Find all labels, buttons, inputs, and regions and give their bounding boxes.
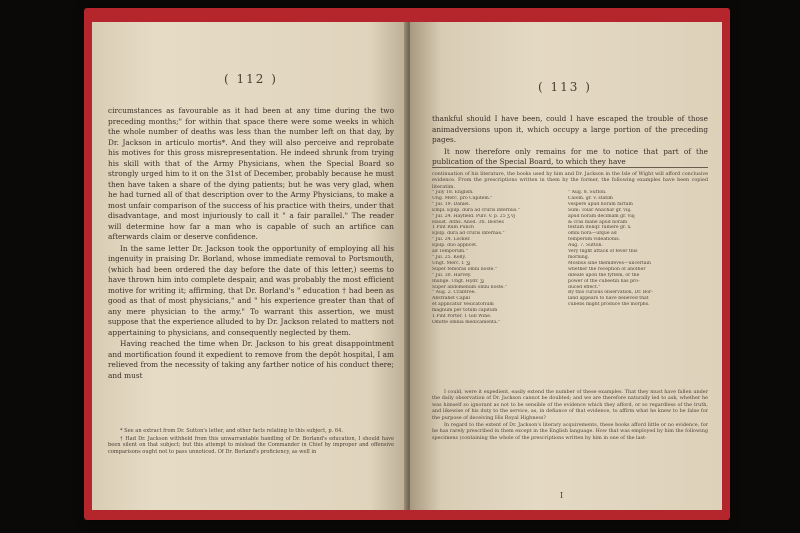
prescription-line: whether the reception of another — [568, 266, 646, 272]
prescription-line: Mosbus sine themifeves—uncertain — [568, 260, 651, 266]
signature-mark: I — [560, 491, 564, 500]
prescription-line: " Jul. 25. Kelly. — [432, 254, 466, 260]
prescription-column-left — [432, 190, 566, 326]
prescription-line: " July 18. English. — [432, 190, 474, 195]
paragraph: continuation of his literature, the books used by him and Dr. Jackson in the Isle of Wight will afford conclusive evidence. From the prescriptions written in them by the former, the following examples have been copied literatim. — [432, 171, 708, 190]
prescription-line: Sum: Tolar Anachar gr. viij. — [568, 207, 632, 213]
prescription-line: Super abdomenum omni noste." — [432, 284, 507, 290]
prescription-line: land appears to have believed that — [568, 296, 649, 302]
prescription-line: Epilp. duo applicet. — [432, 243, 478, 249]
prescription-line: ad Temporum." — [432, 249, 468, 255]
page-text — [108, 106, 394, 382]
prescription-line: difeafe upon the fyftem, or the — [568, 272, 640, 278]
prescription-column-right — [568, 190, 702, 308]
footnote-rule — [432, 167, 708, 168]
prescription-line: apud horam decimam gr. viij — [568, 213, 635, 219]
prescription-line: omni hora—ufque ad — [568, 231, 617, 237]
prescription-line: duced effect." — [568, 284, 601, 290]
paragraph: In the same letter Dr. Jackson took the opportunity of employing all his ingenuity in praising Dr. Borland, whose immediate removal to Portsmouth, (which had been ordered the day before the date of this letter,) seems to have thrown him into complete despair, and was probably the most efficient motive for writing it; affirming, that Dr. Borland's " education † had been as good as that of most physicians," and " his experience greater than that of any mere physician to the army." To warrant this assertion, we must suppose that the experience alluded to by Dr. Jackson related to matters not appertaining to physicians, and consequently neglected by them. — [108, 243, 394, 337]
prescription-line: Ungt. Merc. f. ʒj — [432, 260, 471, 266]
prescription-line: 1 Pint Rum Punch — [432, 225, 474, 231]
prescription-line: et applicatur Vesicatorium — [432, 302, 494, 308]
left-page — [92, 22, 408, 510]
paragraph: circumstances as favourable as it had been at any time during the two preceding months;" for within that space there were some weeks in which the whole number of deaths was less than the number left on that day, by Dr. Jackson in articulo mortis*. And they will also perceive and reprobate his motives for this gross misrepresentation. He indeed shrunk from trying his skill with that of the Army Physicians, when the Special Board so strongly urged him to it on the 31st of December, probably because he must then have taken a share of the dying patients; but he was very glad, when he had turned all of that description over to the Army Physicians, to make a most unfair comparison of the success of his practice with theirs, under that disadvantage, and most injuriously to call it " a fair parallel." The reader will determine how far a man who is capable of such an artifice can afterwards claim or deserve confidence. — [108, 106, 394, 241]
prescription-line: & cras mane apud horam — [568, 219, 628, 225]
right-page — [410, 22, 722, 510]
prescription-line: Haust. Æths. Anod. 3tl. Ibories — [432, 219, 504, 225]
prescription-line: fextam iteliqr. fumere gr. x. — [568, 225, 632, 231]
prescription-line: Inunge. Ungt. Hydr. ʒj — [432, 278, 484, 284]
prescription-line: morning. — [568, 254, 590, 260]
paragraph: I could, were it expedient, easily extend the number of these examples. That they must have fallen under the daily observation of Dr. Jackson cannot be doubted; and we are therefore naturally led to ask, whether he was himself so ignorant as not to be sensible of the evidence which they afford, or so regardless of the truth, and likewise of his duty to the service, as, in defiance of that evidence, to affirm what he knew to be false for the purpose of deceiving His Royal Highness? — [432, 389, 708, 421]
page-text — [432, 114, 708, 169]
prescription-line: Super femoras omni noste." — [432, 266, 497, 272]
prescription-line: Omitte omnia medicamenta." — [432, 319, 501, 325]
prescription-line: " Jul. 24. Locker. — [432, 237, 471, 243]
prescription-line: Very flight attack of fever this — [568, 249, 638, 255]
prescription-line: vespere apud horam fartam — [568, 201, 633, 207]
prescription-line: 1 Pint Porter, 1 Gill Wine. — [432, 314, 492, 320]
prescription-line: Ung. Merc. pro Capitem." — [432, 195, 493, 201]
footnote: † Had Dr. Jackson withheld from this unwarrantable handling of Dr. Borland's education, I should have been silent on that subject; but this attempt to mislead the Commander in Chief by improper and offensive comparisons ought not to pass unnoticed. Of Dr. Borland's proficiency, as well in — [108, 435, 394, 455]
paragraph: thankful should I have been, could I have escaped the trouble of those animadversions upon it, which occupy a large portion of the preceding pages. — [432, 114, 708, 144]
prescription-line: " Jul. 24. Hayfield. Pulv. V. p. 25 ʒ vj — [432, 213, 516, 219]
paragraph: Having reached the time when Dr. Jackson to his great disappointment and mortification found it expedient to remove from the depôt hospital, I am relieved from the necessity of taking any farther notice of his conduct there; and must — [108, 339, 394, 380]
paragraph: In regard to the extent of Dr. Jackson's literary acquirements, these books afford little or no evidence, for he has rarely prescribed in them except in the English language. How that was employed by him the following specimens (containing the whole of the prescriptions written by him in one of the last- — [432, 422, 708, 441]
page-number: ( 112 ) — [224, 72, 278, 86]
paragraph: It now therefore only remains for me to notice that part of the publication of the Special Board, to which they have — [432, 146, 708, 166]
prescription-line: " Jul. 30. Harvey. — [432, 272, 472, 278]
footnotes — [108, 428, 394, 456]
footnote-intro — [432, 171, 708, 191]
prescription-line: Aug. 7. Sutton. — [568, 243, 603, 249]
prescription-line: Epilp. dura ad cruris internas." — [432, 231, 505, 237]
prescription-line: Calom. gr. v. statim — [568, 195, 613, 201]
prescription-line: power of the cubeetin has pro- — [568, 278, 640, 284]
prescription-line: " Jul. 19. Daniel. — [432, 201, 471, 207]
prescription-line: magnum per totum capitum — [432, 308, 498, 314]
footnote: * See an extract from Dr. Sutton's letter, and other facts relating to this subject, p. 64. — [120, 428, 343, 434]
prescription-line: Abstrahet Capill — [432, 296, 470, 302]
prescription-line: Empl. Epilp. dura ad cruris internus." — [432, 207, 520, 213]
prescription-line: " Aug. 8. Sutton. — [568, 190, 607, 195]
page-number: ( 113 ) — [538, 80, 592, 94]
footnote-continuation — [432, 389, 708, 442]
prescription-line: cubebs might produce the morphs. — [568, 302, 650, 308]
prescription-line: " Aug. 2. Crabtree. — [432, 290, 476, 296]
prescription-line: temperum videafionis. — [568, 237, 621, 243]
prescription-line: By this curious observation, Dr. Bor- — [568, 290, 653, 296]
